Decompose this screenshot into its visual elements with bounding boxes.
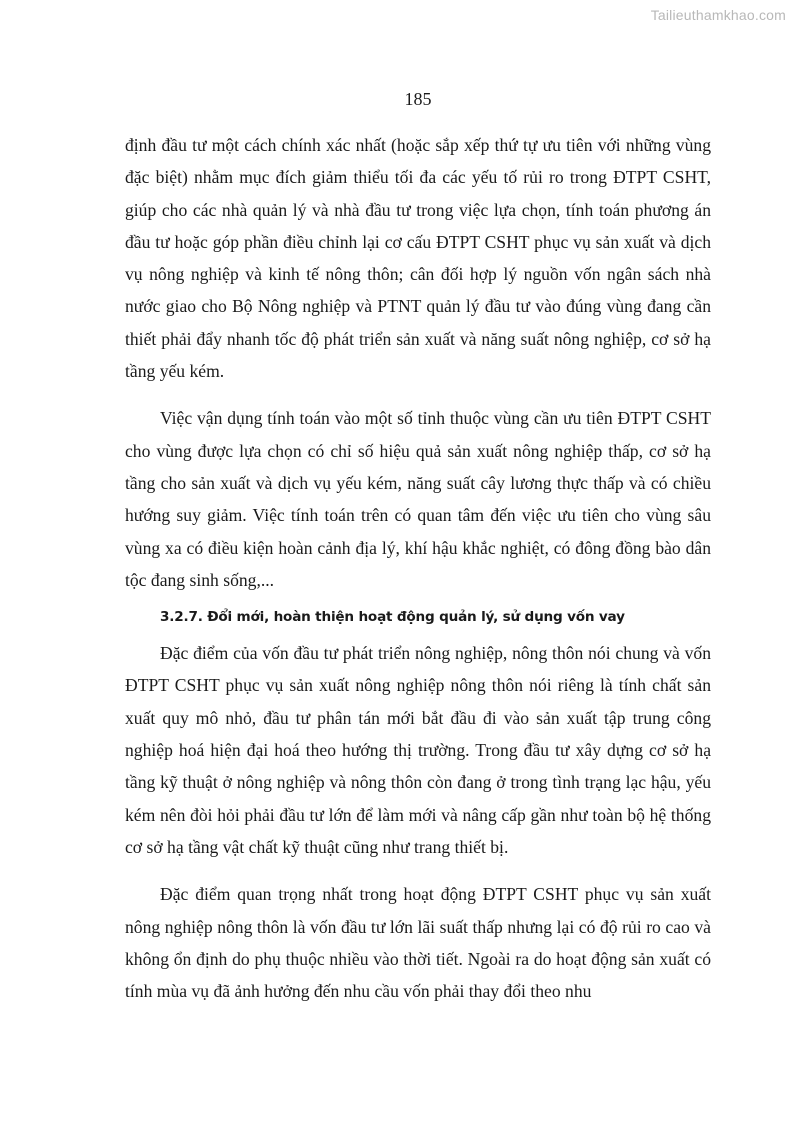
page-body — [125, 129, 711, 1007]
watermark-text: Tailieuthamkhao.com — [650, 7, 786, 23]
paragraph: Đặc điểm của vốn đầu tư phát triển nông nghiệp, nông thôn nói chung và vốn ĐTPT CSHT phục vụ sản xuất nông nghiệp nông thôn nói riêng là tính chất sản xuất quy mô nhỏ, đầu tư phân tán mới bắt đầu đi vào sản xuất tập trung công nghiệp hoá hiện đại hoá theo hướng thị trường. Trong đầu tư xây dựng cơ sở hạ tầng kỹ thuật ở nông nghiệp và nông thôn còn đang ở trong tình trạng lạc hậu, yếu kém nên đòi hỏi phải đầu tư lớn để làm mới và nâng cấp gần như toàn bộ hệ thống cơ sở hạ tầng vật chất kỹ thuật cũng như trang thiết bị. — [125, 643, 711, 857]
section-heading: 3.2.7. Đổi mới, hoàn thiện hoạt động quản lý, sử dụng vốn vay — [160, 609, 625, 626]
paragraph: Đặc điểm quan trọng nhất trong hoạt động ĐTPT CSHT phục vụ sản xuất nông nghiệp nông thôn là vốn đầu tư lớn lãi suất thấp nhưng lại có độ rủi ro cao và không ổn định do phụ thuộc nhiều vào thời tiết. Ngoài ra do hoạt động sản xuất có tính mùa vụ đã ảnh hưởng đến nhu cầu vốn phải thay đổi theo nhu — [125, 884, 711, 1002]
page-number: 185 — [404, 89, 432, 109]
paragraph: Việc vận dụng tính toán vào một số tỉnh thuộc vùng cần ưu tiên ĐTPT CSHT cho vùng được lựa chọn có chỉ số hiệu quả sản xuất nông nghiệp thấp, cơ sở hạ tầng cho sản xuất và dịch vụ yếu kém, năng suất cây lương thực thấp và có chiều hướng suy giảm. Việc tính toán trên có quan tâm đến việc ưu tiên cho vùng sâu vùng xa có điều kiện hoàn cảnh địa lý, khí hậu khắc nghiệt, có đông đồng bào dân tộc đang sinh sống,... — [125, 408, 711, 590]
paragraph-continuation: định đầu tư một cách chính xác nhất (hoặc sắp xếp thứ tự ưu tiên với những vùng đặc biệt) nhằm mục đích giảm thiểu tối đa các yếu tố rủi ro trong ĐTPT CSHT, giúp cho các nhà quản lý và nhà đầu tư trong việc lựa chọn, tính toán phương án đầu tư hoặc góp phần điều chỉnh lại cơ cấu ĐTPT CSHT phục vụ sản xuất và dịch vụ nông nghiệp và kinh tế nông thôn; cân đối hợp lý nguồn vốn ngân sách nhà nước giao cho Bộ Nông nghiệp và PTNT quản lý đầu tư vào đúng vùng đang cần thiết phải đẩy nhanh tốc độ phát triển sản xuất và năng suất nông nghiệp, cơ sở hạ tầng yếu kém. — [125, 135, 711, 382]
